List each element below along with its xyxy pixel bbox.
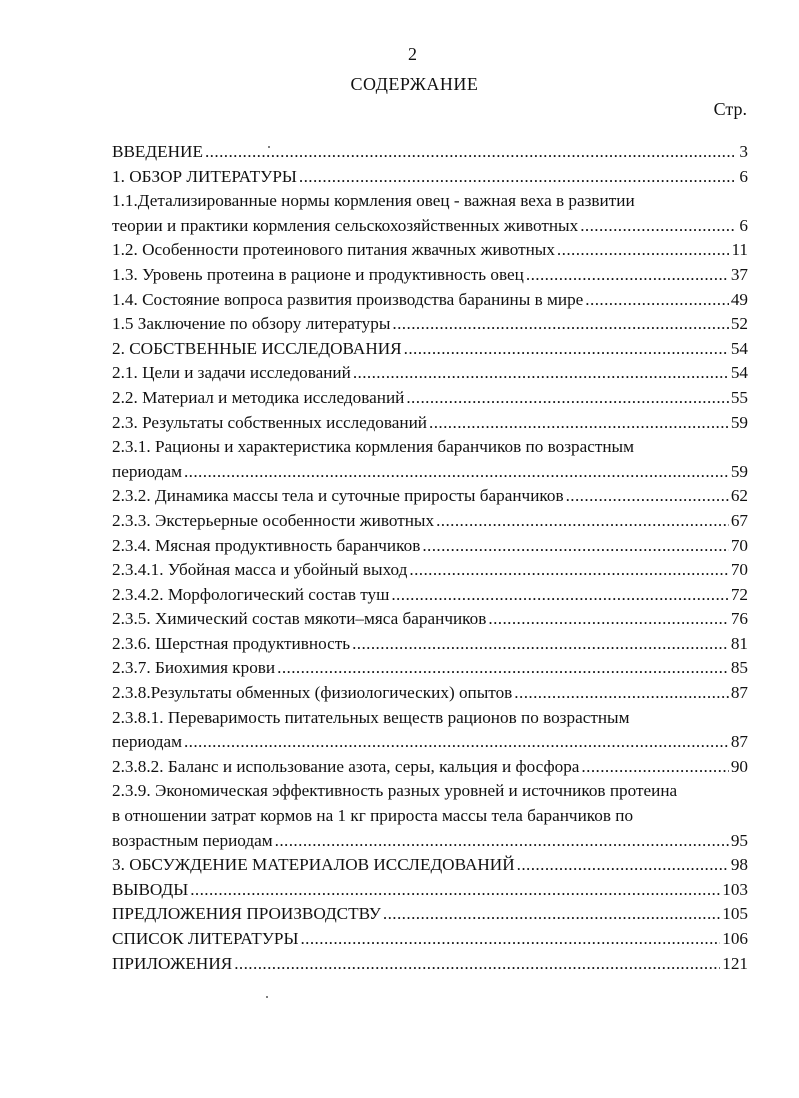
toc-entry-title: периодам [112, 732, 182, 752]
toc-entry [112, 927, 748, 952]
dot-leader [406, 386, 728, 411]
page-number: 2 [408, 44, 417, 64]
toc-entry-title: 2.3.7. Биохимия крови [112, 658, 276, 678]
toc-entry-page: 87 [730, 683, 748, 703]
toc-entry [112, 902, 748, 927]
toc-entry-row [112, 140, 748, 165]
dot-leader [352, 632, 729, 657]
dot-leader [404, 337, 729, 362]
toc-entry-title: 2.2. Материал и методика исследований [112, 387, 405, 407]
toc-entry-title-line: 1.1.Детализированные нормы кормления овец - важная веха в развитии [112, 191, 635, 211]
scan-speck [266, 996, 268, 998]
toc-entry [112, 656, 748, 681]
toc-entry-title: 2.3.4.1. Убойная масса и убойный выход [112, 560, 408, 580]
dot-leader [205, 140, 734, 165]
toc-entry-page: 87 [730, 732, 748, 752]
toc-entry [112, 706, 748, 755]
toc-entry-page: 81 [730, 633, 748, 653]
toc-entry-title: 2.3.6. Шерстная продуктивность [112, 633, 351, 653]
toc-entry-row [112, 337, 748, 362]
dot-leader [581, 755, 728, 780]
dot-leader [409, 558, 728, 583]
dot-leader [277, 656, 729, 681]
dot-leader [429, 411, 729, 436]
toc-entry-title: 2.3.4. Мясная продуктивность баранчиков [112, 535, 421, 555]
toc-entry [112, 509, 748, 534]
toc-entry-page: 103 [722, 879, 748, 899]
toc-entry [112, 952, 748, 977]
toc-entry-row [112, 263, 748, 288]
dot-leader [383, 902, 720, 927]
toc-entry-row [112, 755, 748, 780]
toc-entry [112, 165, 748, 190]
toc-entry-page: 98 [730, 855, 748, 875]
dot-leader [436, 509, 729, 534]
toc-entry-title: 2.3.8.2. Баланс и использование азота, серы, кальция и фосфора [112, 756, 580, 776]
toc-entry-page: 37 [730, 264, 748, 284]
toc-entry-row [112, 238, 748, 263]
toc-entry [112, 337, 748, 362]
toc-entry-row [112, 534, 748, 559]
toc-entry-page: 55 [730, 387, 748, 407]
toc-entry [112, 755, 748, 780]
toc-entry-title: 2.3.3. Экстерьерные особенности животных [112, 510, 435, 530]
toc-entry-row [112, 583, 748, 608]
toc-entry-title: СПИСОК ЛИТЕРАТУРЫ [112, 929, 299, 948]
toc-entry-row [112, 632, 748, 657]
toc-entry [112, 779, 748, 853]
toc-entry-row [112, 853, 748, 878]
toc-entry-page: 54 [730, 338, 748, 358]
toc-entry-title: 2.3.4.2. Морфологический состав туш [112, 584, 390, 604]
toc-entry [112, 878, 748, 903]
toc-entry-page: 3 [739, 142, 748, 161]
toc-entry-title: 2.3.2. Динамика массы тела и суточные приросты баранчиков [112, 486, 564, 506]
page-title: СОДЕРЖАНИЕ [350, 74, 479, 94]
toc-entry-row [112, 509, 748, 534]
toc-entry [112, 435, 748, 484]
dot-leader [566, 484, 729, 509]
toc-entry [112, 411, 748, 436]
toc-entry-page: 52 [730, 314, 748, 334]
toc-entry-row [112, 656, 748, 681]
toc-entry [112, 361, 748, 386]
toc-entry-title: 3. ОБСУЖДЕНИЕ МАТЕРИАЛОВ ИССЛЕДОВАНИЙ [112, 855, 515, 875]
dot-leader [275, 829, 729, 854]
toc-entry-row [112, 165, 748, 190]
toc-entry-row [112, 927, 748, 952]
toc-entry-title: 2.1. Цели и задачи исследований [112, 363, 351, 383]
dot-leader [557, 238, 730, 263]
toc-entry [112, 558, 748, 583]
dot-leader [184, 460, 729, 485]
toc-entry-row [112, 386, 748, 411]
toc-entry-row [112, 730, 748, 755]
toc-entry-title: периодам [112, 461, 182, 481]
toc-entry [112, 583, 748, 608]
toc-entry-row [112, 902, 748, 927]
toc-entry [112, 484, 748, 509]
toc-entry-page: 121 [722, 953, 748, 973]
toc-entry-row [112, 952, 748, 977]
dot-leader [580, 214, 734, 239]
toc-entry-title: 1.2. Особенности протеинового питания жвачных животных [112, 240, 555, 260]
toc-entry-title: ПРИЛОЖЕНИЯ [112, 953, 233, 973]
toc-entry-title: 2.3. Результаты собственных исследований [112, 412, 428, 432]
dot-leader [488, 607, 728, 632]
toc-entry-row [112, 558, 748, 583]
toc-entry [112, 386, 748, 411]
dot-leader [234, 952, 720, 977]
dot-leader [299, 165, 734, 190]
toc-entry-title: ВЫВОДЫ [112, 879, 189, 899]
toc-entry-page: 70 [730, 535, 748, 555]
toc-entry [112, 853, 748, 878]
toc-entry [112, 312, 748, 337]
toc-entry-row [112, 460, 748, 485]
toc-entry-page: 49 [730, 289, 748, 309]
toc-entry [112, 263, 748, 288]
toc-entry-title-line: 2.3.8.1. Переваримость питательных веществ рационов по возрастным [112, 707, 630, 727]
toc-entry-row [112, 312, 748, 337]
toc-entry-page: 70 [730, 560, 748, 580]
toc-entry-title: возрастным периодам [112, 830, 273, 850]
toc-entry [112, 681, 748, 706]
toc-entry-page: 59 [730, 412, 748, 432]
toc-entry-row [112, 214, 748, 239]
toc-entry-title-line: 2.3.1. Рационы и характеристика кормления баранчиков по возрастным [112, 437, 634, 457]
toc-entry-title: ПРЕДЛОЖЕНИЯ ПРОИЗВОДСТВУ [112, 904, 381, 924]
toc-entry-title: 2. СОБСТВЕННЫЕ ИССЛЕДОВАНИЯ [112, 338, 402, 358]
toc-entry-row [112, 361, 748, 386]
toc-entry-title: 2.3.5. Химический состав мякоти–мяса баранчиков [112, 609, 487, 629]
toc-entry-page: 85 [730, 658, 748, 678]
dot-leader [300, 927, 720, 952]
toc-entry-row [112, 681, 748, 706]
dot-leader [353, 361, 729, 386]
dot-leader [184, 730, 729, 755]
dot-leader [585, 288, 729, 313]
toc-entry-page: 6 [739, 166, 748, 186]
toc-entry-title: 1.4. Состояние вопроса развития производства баранины в мире [112, 289, 584, 309]
toc-entry-page: 76 [730, 609, 748, 629]
toc-entry-row [112, 288, 748, 313]
toc-entry-page: 6 [739, 215, 748, 235]
dot-leader [391, 583, 728, 608]
toc-entry-title: ВВЕДЕНИЕ [112, 142, 203, 161]
dot-leader [526, 263, 729, 288]
toc-entry-page: 11 [731, 240, 748, 260]
table-of-contents [112, 140, 748, 976]
toc-entry-page: 54 [730, 363, 748, 383]
dot-leader [422, 534, 729, 559]
toc-entry-page: 95 [730, 830, 748, 850]
toc-entry [112, 140, 748, 165]
toc-entry [112, 238, 748, 263]
toc-entry-title: 1.3. Уровень протеина в рационе и продуктивность овец [112, 264, 524, 284]
toc-entry-title: 1. ОБЗОР ЛИТЕРАТУРЫ [112, 166, 297, 186]
toc-entry-page: 62 [730, 486, 748, 506]
toc-entry-page: 72 [730, 584, 748, 604]
toc-entry-title: 2.3.8.Результаты обменных (физиологических) опытов [112, 683, 513, 703]
toc-entry [112, 189, 748, 238]
toc-entry-title: 1.5 Заключение по обзору литературы [112, 314, 391, 334]
dot-leader [517, 853, 729, 878]
page-column-label: Стр. [713, 99, 747, 119]
toc-entry-row [112, 829, 748, 854]
toc-entry-page: 105 [722, 904, 748, 924]
toc-entry [112, 534, 748, 559]
toc-entry-title-line: 2.3.9. Экономическая эффективность разных уровней и источников протеина [112, 781, 678, 801]
dot-leader [190, 878, 720, 903]
toc-entry-page: 59 [730, 461, 748, 481]
toc-entry-page: 67 [730, 510, 748, 530]
toc-entry [112, 632, 748, 657]
scan-speck [268, 146, 270, 148]
toc-entry-title-line: в отношении затрат кормов на 1 кг прироста массы тела баранчиков по [112, 806, 634, 826]
toc-entry-row [112, 878, 748, 903]
toc-entry-page: 106 [722, 929, 748, 948]
toc-entry-row [112, 607, 748, 632]
toc-entry [112, 607, 748, 632]
toc-entry-page: 90 [730, 756, 748, 776]
toc-entry-row [112, 411, 748, 436]
toc-entry [112, 288, 748, 313]
dot-leader [392, 312, 728, 337]
toc-entry-title: теории и практики кормления сельскохозяйственных животных [112, 215, 579, 235]
toc-entry-row [112, 484, 748, 509]
dot-leader [514, 681, 729, 706]
